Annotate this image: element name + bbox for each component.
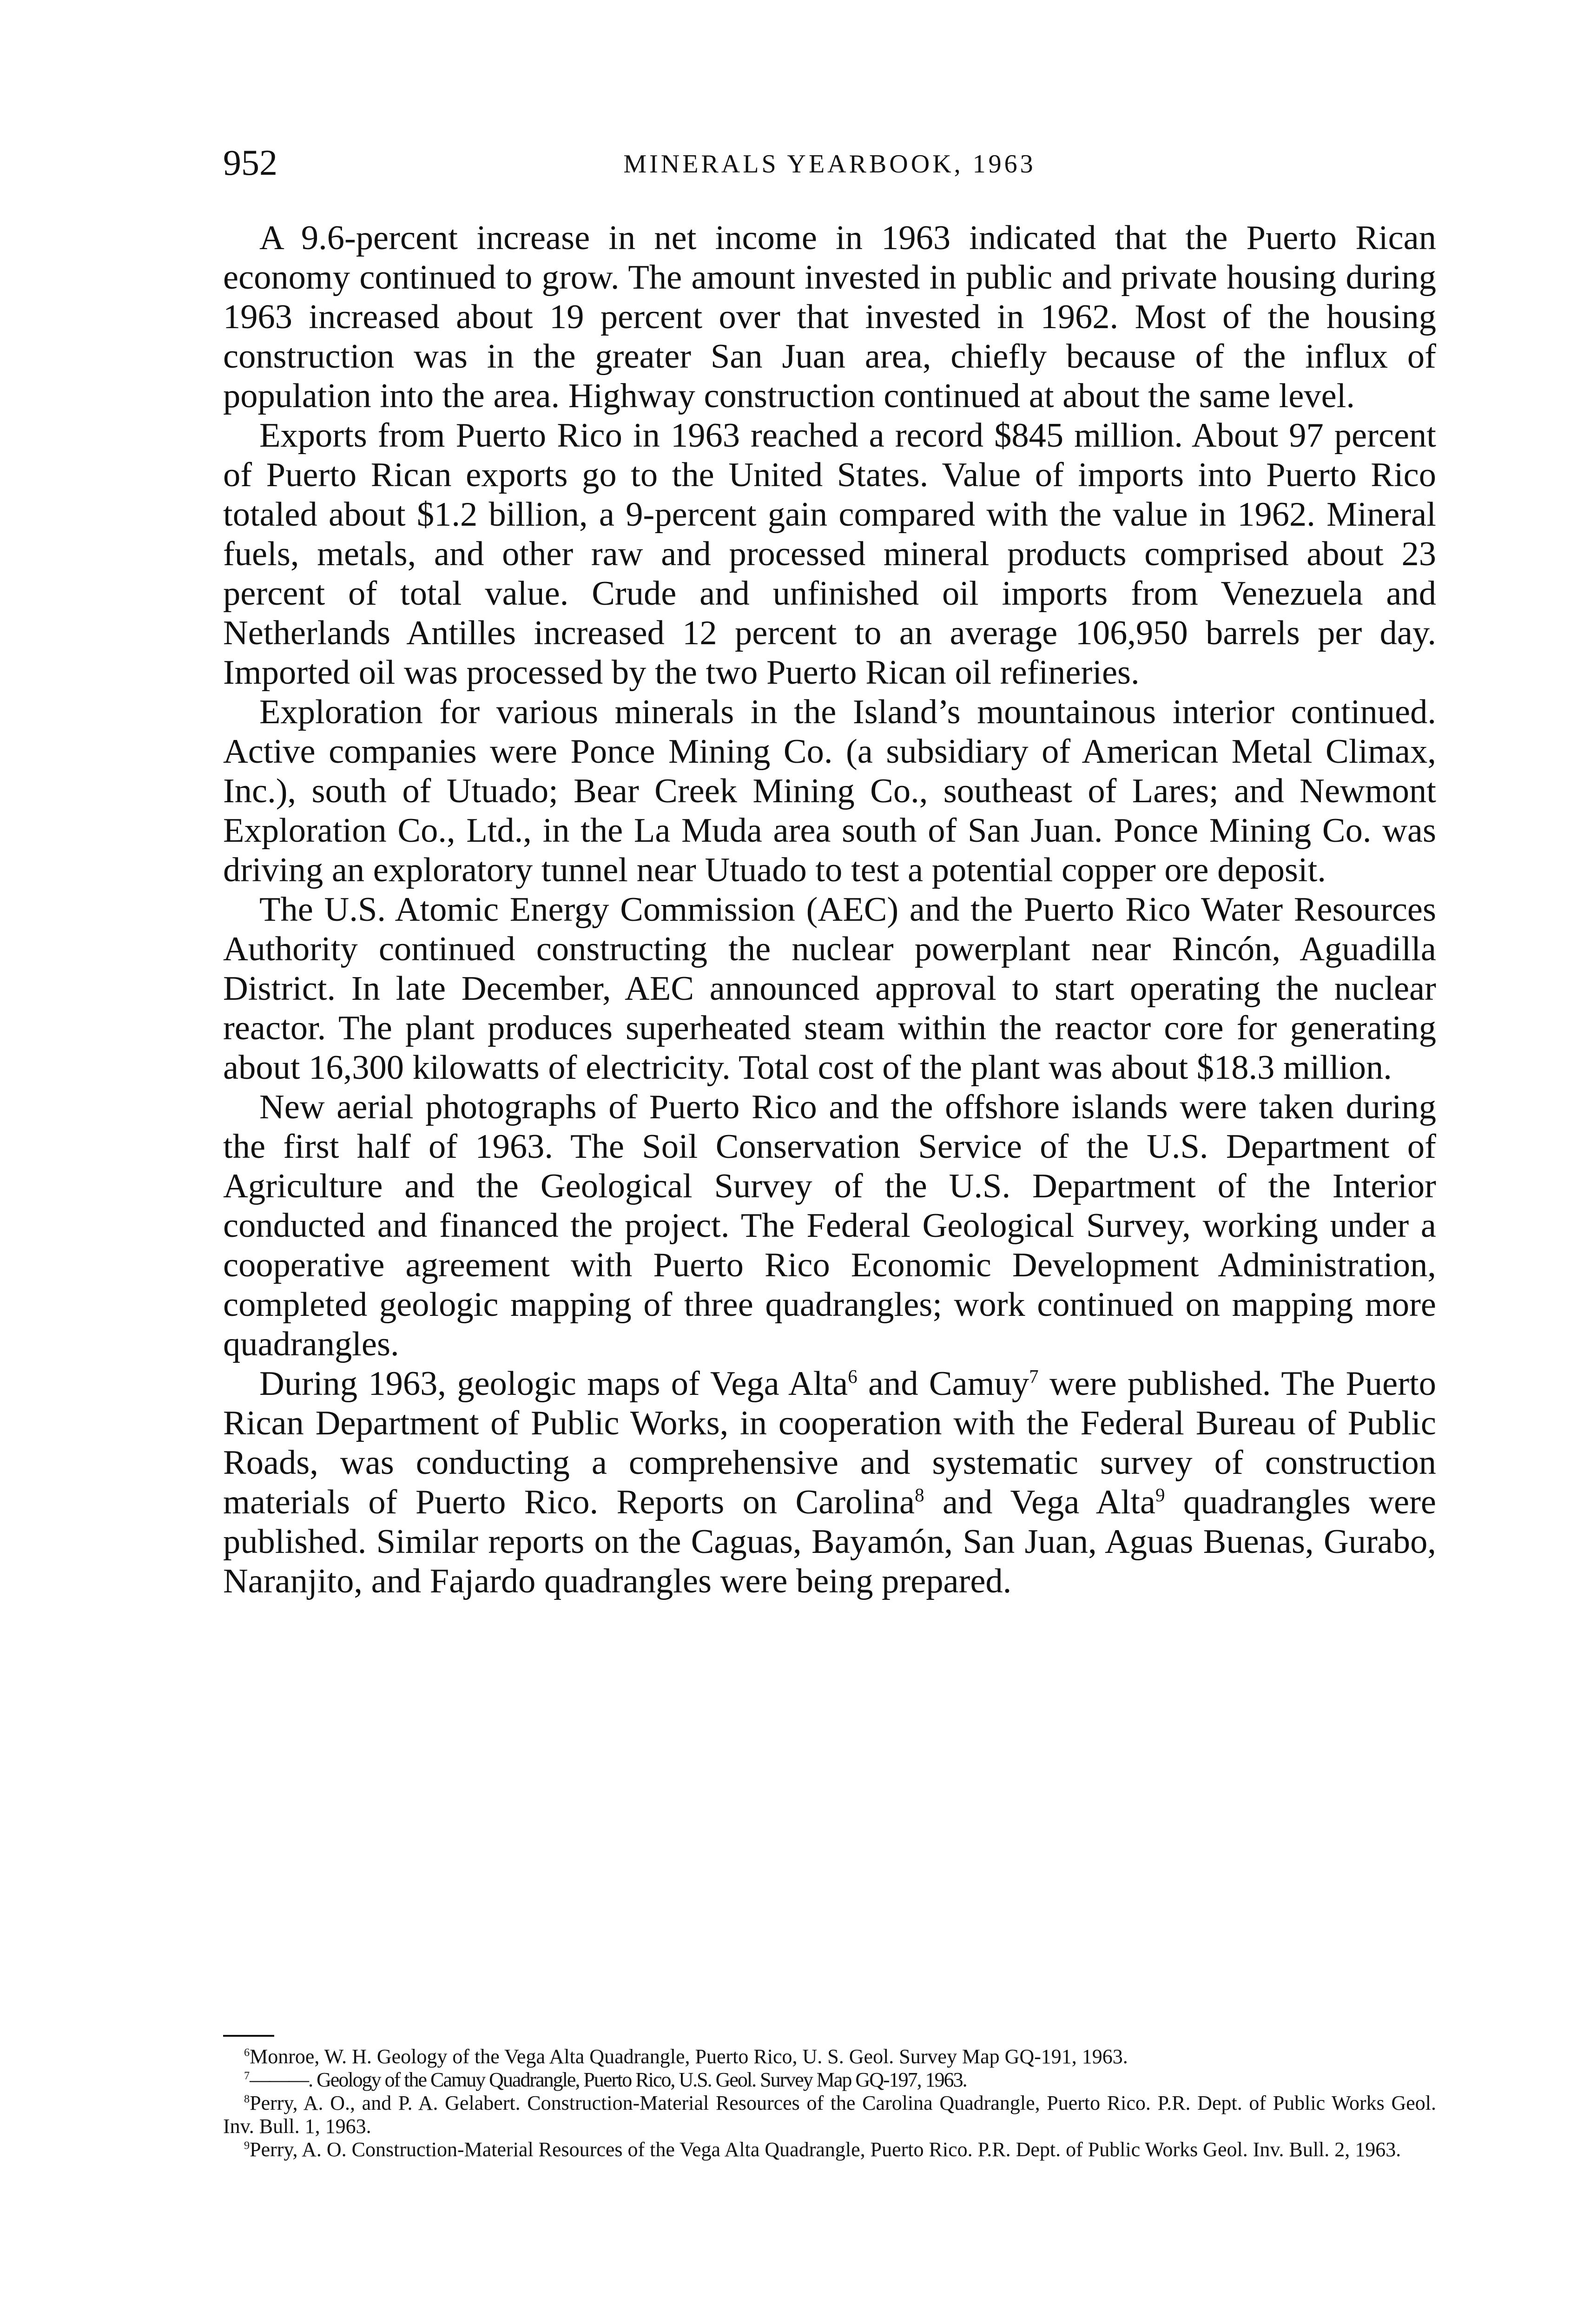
text-segment: were published. The Puerto Rican Department of Public Works, in cooperation with the Federal Bureau of Public Roads, was conducting a comprehensive and systematic survey of construction materials of Puerto Rico. Reports on Carolina xyxy=(223,1365,1437,1521)
running-head: MINERALS YEARBOOK, 1963 xyxy=(623,150,1036,178)
text-segment: During 1963, geologic maps of Vega Alta xyxy=(259,1365,848,1403)
footnote-6 xyxy=(223,2045,1436,2068)
paragraph-trade: Exports from Puerto Rico in 1963 reached a record $845 million. About 97 percent of Puerto Rican exports go to the United States. Value of imports into Puerto Rico totaled about $1.2 billion, a 9-percent gain compared with the value in 1962. Mineral fuels, metals, and other raw and processed mineral products comprised about 23 percent of total value. Crude and unfinished oil imports from Venezuela and Netherlands Antilles increased 12 percent to an average 106,950 barrels per day. Imported oil was processed by the two Puerto Rican oil refineries. xyxy=(223,416,1436,692)
footnote-text: ———. Geology of the Camuy Quadrangle, Puerto Rico, U.S. Geol. Survey Map GQ-197, 1963. xyxy=(250,2068,967,2091)
footnotes xyxy=(223,2045,1436,2161)
footnote-ref-9: 9 xyxy=(1155,1484,1165,1506)
footnote-number: 9 xyxy=(244,2139,250,2152)
footnote-9 xyxy=(223,2138,1436,2161)
footnote-ref-8: 8 xyxy=(915,1484,924,1506)
footnote-text: Perry, A. O., and P. A. Gelabert. Construction-Material Resources of the Carolina Quadrangle, Puerto Rico. P.R. Dept. of Public Works Geol. Inv. Bull. 1, 1963. xyxy=(223,2092,1436,2138)
paragraph-exploration: Exploration for various minerals in the Island’s mountainous interior continued. Active companies were Ponce Mining Co. (a subsidiary of American Metal Climax, Inc.), south of Utuado; Bear Creek Mining Co., southeast of Lares; and Newmont Exploration Co., Ltd., in the La Muda area south of San Juan. Ponce Mining Co. was driving an exploratory tunnel near Utuado to test a potential copper ore deposit. xyxy=(223,693,1436,889)
footnote-7 xyxy=(223,2068,1436,2092)
text-segment: and Camuy xyxy=(857,1365,1029,1403)
footnote-8 xyxy=(223,2092,1436,2138)
body-text xyxy=(223,218,1436,1601)
footnote-number: 7 xyxy=(244,2069,250,2082)
footnote-ref-6: 6 xyxy=(848,1366,858,1387)
footnote-text: Monroe, W. H. Geology of the Vega Alta Quadrangle, Puerto Rico, U. S. Geol. Survey Map GQ-191, 1963. xyxy=(250,2045,1128,2068)
paragraph-economy: A 9.6-percent increase in net income in 1963 indicated that the Puerto Rican economy continued to grow. The amount invested in public and private housing during 1963 increased about 19 percent over that invested in 1962. Most of the housing construction was in the greater San Juan area, chiefly because of the influx of population into the area. Highway construction continued at about the same level. xyxy=(223,219,1436,415)
text-segment: and Vega Alta xyxy=(924,1483,1156,1521)
footnote-divider xyxy=(223,2035,274,2037)
paragraph-aerial-photographs: New aerial photographs of Puerto Rico and the offshore islands were taken during the first half of 1963. The Soil Conservation Service of the U.S. Department of Agriculture and the Geological Survey of the U.S. Department of the Interior conducted and financed the project. The Federal Geological Survey, working under a cooperative agreement with Puerto Rico Economic Development Administration, completed geologic mapping of three quadrangles; work continued on mapping more quadrangles. xyxy=(223,1088,1436,1363)
footnote-ref-7: 7 xyxy=(1029,1366,1039,1387)
footnote-text: Perry, A. O. Construction-Material Resources of the Vega Alta Quadrangle, Puerto Rico. P.R. Dept. of Public Works Geol. Inv. Bull. 2, 1963. xyxy=(250,2138,1401,2161)
footnote-number: 8 xyxy=(244,2093,250,2106)
paragraph-nuclear-plant: The U.S. Atomic Energy Commission (AEC) and the Puerto Rico Water Resources Authority continued constructing the nuclear powerplant near Rincón, Aguadilla District. In late December, AEC announced approval to start operating the nuclear reactor. The plant produces superheated steam within the reactor core for generating about 16,300 kilowatts of electricity. Total cost of the plant was about $18.3 million. xyxy=(223,891,1436,1087)
page-number: 952 xyxy=(223,142,277,183)
text-segment: quadrangles were published. Similar reports on the Caguas, Bayamón, San Juan, Aguas Buenas, Gurabo, Naranjito, and Fajardo quadrangles were being prepared. xyxy=(223,1483,1437,1600)
footnote-number: 6 xyxy=(244,2046,250,2059)
paragraph-geologic-maps xyxy=(223,1364,1436,1601)
page-header xyxy=(223,139,1436,191)
